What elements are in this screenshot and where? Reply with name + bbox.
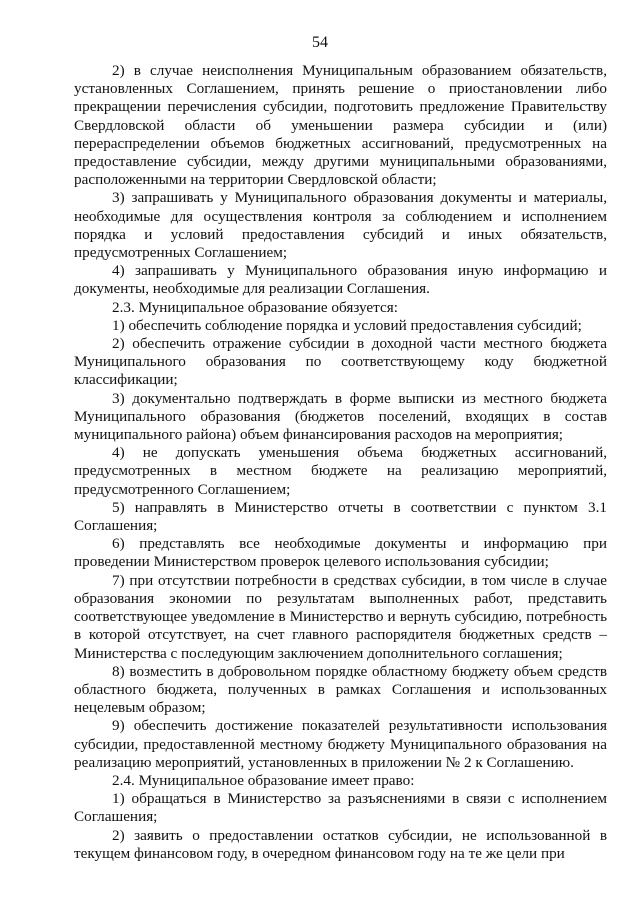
paragraph: 2) обеспечить отражение субсидии в доходной части местного бюджета Муниципального образования по соответствующему коду бюджетной классификации; xyxy=(74,335,607,389)
paragraph: 5) направлять в Министерство отчеты в соответствии с пунктом 3.1 Соглашения; xyxy=(74,498,607,535)
document-body xyxy=(74,62,607,863)
paragraph: 4) не допускать уменьшения объема бюджетных ассигнований, предусмотренных в местном бюджете на реализацию мероприятий, предусмотренного Соглашением; xyxy=(74,444,607,498)
paragraph: 2) в случае неисполнения Муниципальным образованием обязательств, установленных Соглашением, принять решение о приостановлении либо прекращении перечисления субсидии, подготовить предложение Правительству Свердловской области об уменьшении размера субсидии и (или) перераспределении объемов бюджетных ассигнований, предусмотренных на предоставление субсидии, между другими муниципальными образованиями, расположенными на территории Свердловской области; xyxy=(74,62,607,189)
paragraph: 1) обеспечить соблюдение порядка и условий предоставления субсидий; xyxy=(112,316,582,334)
page-number: 54 xyxy=(312,34,328,51)
paragraph: 4) запрашивать у Муниципального образования иную информацию и документы, необходимые для реализации Соглашения. xyxy=(74,262,607,298)
paragraph: 9) обеспечить достижение показателей результативности использования субсидии, предоставленной местному бюджету Муниципального образования на реализацию мероприятий, установленных в приложении № 2 к Соглашению. xyxy=(74,717,607,771)
paragraph: 2) заявить о предоставлении остатков субсидии, не использованной в текущем финансовом году, в очередном финансовом году на те же цели при xyxy=(74,826,607,862)
paragraph: 6) представлять все необходимые документы и информацию при проведении Министерством проверок целевого использования субсидии; xyxy=(74,535,607,571)
section-heading: 2.3. Муниципальное образование обязуется: xyxy=(112,298,398,316)
section-heading: 2.4. Муниципальное образование имеет право: xyxy=(112,771,415,789)
paragraph: 3) документально подтверждать в форме выписки из местного бюджета Муниципального образования (бюджетов поселений, входящих в состав муниципального района) объем финансирования расходов на мероприятия; xyxy=(74,389,607,444)
paragraph: 3) запрашивать у Муниципального образования документы и материалы, необходимые для осуществления контроля за соблюдением и исполнением порядка и условий предоставления субсидий и иных обязательств, предусмотренных Соглашением; xyxy=(74,189,607,262)
paragraph: 7) при отсутствии потребности в средствах субсидии, в том числе в случае образования экономии по результатам выполненных работ, представить соответствующее уведомление в Министерство и вернуть субсидию, потребность в которой отсутствует, на счет главного распорядителя бюджетных средств – Министерства с последующим заключением дополнительного соглашения; xyxy=(74,571,607,662)
paragraph: 8) возместить в добровольном порядке областному бюджету объем средств областного бюджета, полученных в рамках Соглашения и использованных нецелевым образом; xyxy=(74,662,607,717)
paragraph: 1) обращаться в Министерство за разъяснениями в связи с исполнением Соглашения; xyxy=(74,790,607,826)
